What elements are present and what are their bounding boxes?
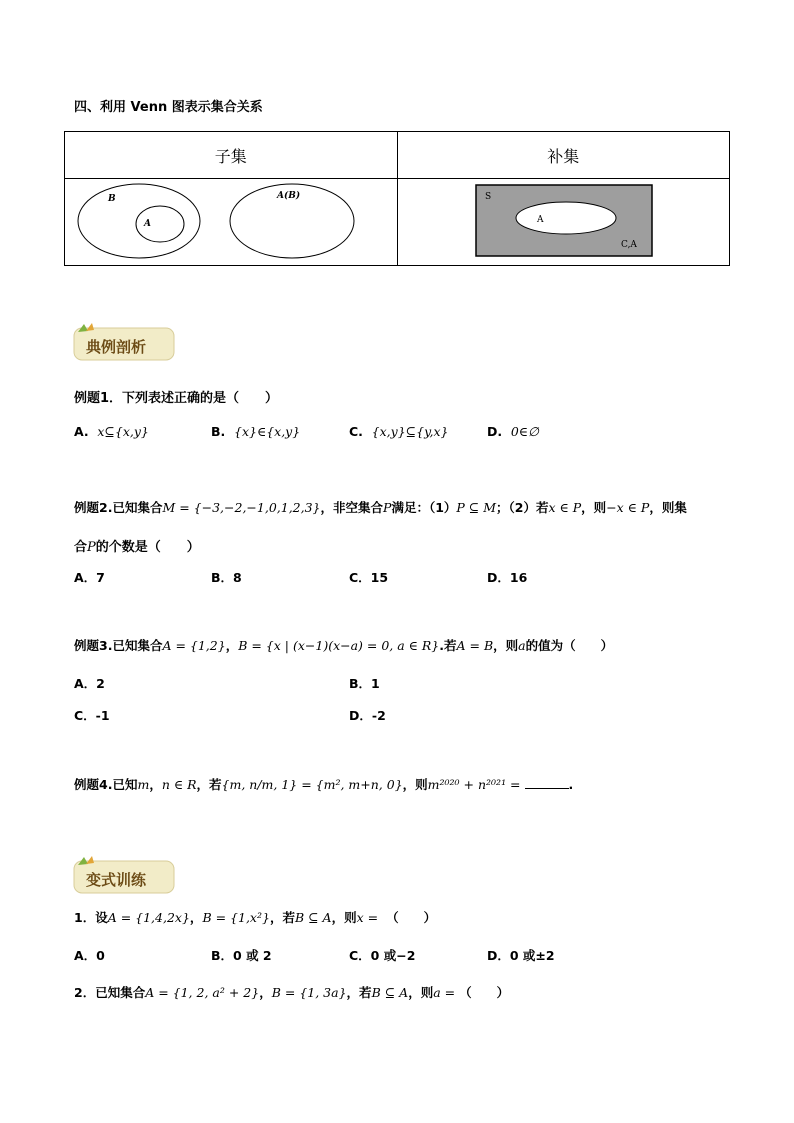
badge-text: 变式训练 — [86, 871, 147, 889]
example3-option-d: D．-2 — [349, 708, 386, 723]
label-a: A — [144, 219, 151, 229]
example2-stem-line2: 合P的个数是（ ） — [74, 540, 200, 555]
example3-option-a: A．2 — [74, 676, 105, 691]
complement-diagram-cell — [397, 179, 730, 266]
badge-graphic — [72, 322, 176, 362]
complement-venn-diagram — [398, 179, 730, 265]
practice2-stem: 2．已知集合A = {1, 2, a² + 2}，B = {1, 3a}，若B ⊆ A，则a = （ ） — [74, 985, 510, 1000]
set-b-ellipse — [78, 184, 200, 258]
section-title: 四、利用 Venn 图表示集合关系 — [74, 100, 263, 115]
answer-blank[interactable] — [525, 776, 569, 789]
set-a-ellipse — [516, 202, 616, 234]
subset-diagram-cell — [65, 179, 398, 266]
leaf-icon — [86, 323, 94, 331]
header-subset: 子集 — [65, 132, 398, 179]
example2-option-b: B．8 — [211, 570, 242, 585]
example3-option-c: C．-1 — [74, 708, 110, 723]
example2-stem-line1: 例题2.已知集合M = {−3,−2,−1,0,1,2,3}，非空集合P满足：（1）P ⊆ M；（2）若x ∈ P，则−x ∈ P，则集 — [74, 500, 687, 515]
label-complement: C,A — [620, 240, 637, 250]
practice1-option-d: D．0 或±2 — [487, 948, 555, 963]
example3-stem: 例题3.已知集合A = {1,2}，B = {x | (x−1)(x−a) = 0, a ∈ R}.若A = B，则a的值为（ ） — [74, 638, 614, 653]
practice1-stem: 1．设A = {1,4,2x}，B = {1,x²}，若B ⊆ A，则x = （ ） — [74, 910, 437, 925]
examples-badge — [72, 322, 176, 366]
example1-option-c: C. {x,y}⊆{y,x} — [349, 424, 449, 439]
practice1-option-c: C．0 或−2 — [349, 948, 416, 963]
label-a-b: A(B) — [277, 191, 301, 201]
example2-option-a: A．7 — [74, 570, 105, 585]
example2-option-d: D．16 — [487, 570, 528, 585]
leaf-icon — [86, 856, 94, 864]
example1-option-b: B. {x}∈{x,y} — [211, 424, 301, 439]
practice1-option-b: B．0 或 2 — [211, 948, 272, 963]
venn-table — [64, 131, 730, 266]
label-s: S — [484, 192, 491, 202]
example1-stem: 例题1．下列表述正确的是（ ） — [74, 391, 279, 406]
example1-option-a: A. x⊆{x,y} — [74, 424, 149, 439]
label-b: B — [108, 194, 116, 204]
label-a: A — [536, 215, 543, 225]
example3-option-b: B．1 — [349, 676, 380, 691]
example4-stem: 例题4.已知m，n ∈ R，若{m, n/m, 1} = {m², m+n, 0}，则m²⁰²⁰ + n²⁰²¹ = . — [74, 777, 574, 792]
example1-option-d: D. 0∈∅ — [487, 424, 539, 439]
subset-venn-diagram — [65, 179, 397, 265]
badge-graphic — [72, 855, 176, 895]
practice-badge — [72, 855, 176, 899]
example2-option-c: C．15 — [349, 570, 389, 585]
badge-text: 典例剖析 — [86, 338, 147, 356]
header-complement: 补集 — [397, 132, 730, 179]
practice1-option-a: A．0 — [74, 948, 105, 963]
